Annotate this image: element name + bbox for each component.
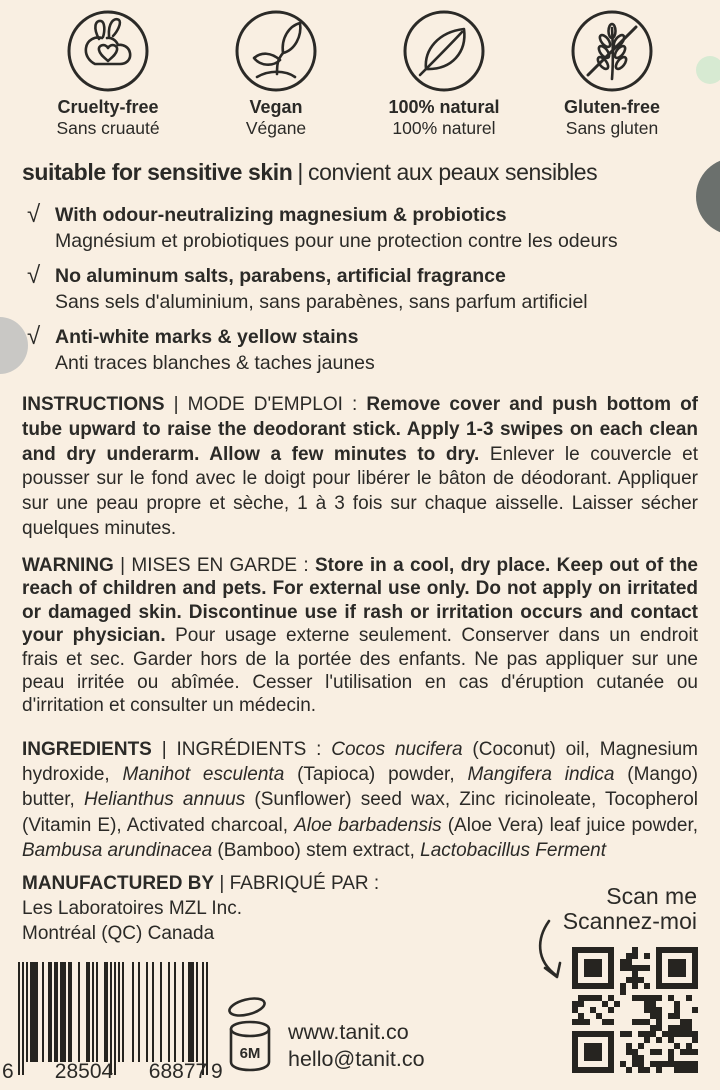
tagline-en: suitable for sensitive skin [22,159,293,185]
badge-label-fr: Sans gluten [565,118,659,138]
badge-label-fr: Sans cruauté [56,118,160,138]
upc-barcode [18,962,208,1075]
manufacturer-block [22,871,379,946]
qr-code [572,947,698,1073]
email-text: hello@tanit.co [288,1046,425,1071]
badge-label-en: Vegan [249,97,303,117]
badge-label-en: Cruelty-free [57,97,159,117]
pao-label: 6M [239,1045,261,1062]
manufacturer-title-en: MANUFACTURED BY [22,873,215,894]
contact-block [288,1019,425,1072]
light-circle-decor [0,317,28,374]
claim-item [27,324,691,376]
warning-paragraph: WARNING | MISES EN GARDE : Store in a cool, dry place. Keep out of the reach of children and pets. For external use only. Do not apply on irritated or damaged skin. Discontinue use if rash or irritation occurs and contact your physician. Pour usage externe seulement. Conserver dans un endroit frais et sec. Garder hors de la portée des enfants. Ne pas appliquer sur une peau irritée ou abîmée. Cesser l'utilisation en cas d'éruption cutanée ou d'irritation et consulter un médecin. [22,555,699,717]
badge-label-en: 100% natural [388,97,500,117]
curved-arrow-icon [533,918,575,986]
claim-fr: Sans sels d'aluminium, sans parabènes, sans parfum artificiel [55,291,588,313]
barcode-digit-last: 9 [211,1060,223,1083]
leaf-icon [401,8,487,94]
claim-fr: Anti traces blanches & taches jaunes [55,352,375,374]
barcode-digits-group1: 28504 [54,1060,114,1083]
tagline-fr: convient aux peaux sensibles [308,159,598,185]
scan-me-block [563,884,697,934]
claim-en: With odour-neutralizing magnesium & probiotics [55,204,507,226]
scan-me-fr: Scannez-moi [562,908,697,934]
claim-item [27,263,691,315]
instructions-paragraph: INSTRUCTIONS | MODE D'EMPLOI : Remove cover and push bottom of tube upward to raise the deodorant stick. Apply 1-3 swipes on each clean and dry underarm. Allow a few minutes to dry. Enlever le couvercle et pousser sur le fond avec le doigt pour libérer le bâton de déodorant. Appliquer sur une peau propre et sèche, 1 à 3 fois sur chaque aisselle. Laisser sécher quelques minutes. [22,394,699,539]
scan-me-en: Scan me [606,883,697,909]
claim-fr: Magnésium et probiotiques pour une protection contre les odeurs [55,230,618,252]
claim-en: No aluminum salts, parabens, artificial fragrance [55,265,506,287]
seedling-icon [233,8,319,94]
manufacturer-title-separator: | [219,873,225,894]
manufacturer-title-fr: FABRIQUÉ PAR : [229,873,380,894]
claim-en: Anti-white marks & yellow stains [55,326,359,348]
badge-vegan [192,8,360,138]
rabbit-heart-icon [65,8,151,94]
dark-circle-decor [696,158,720,235]
manufacturer-title [22,871,379,896]
website-text: www.tanit.co [288,1020,409,1044]
badge-natural [360,8,528,138]
badge-cruelty-free [24,8,192,138]
manufacturer-name: Les Laboratoires MZL Inc. [22,898,243,919]
ingredients-paragraph: INGREDIENTS | INGRÉDIENTS : Cocos nucifera (Coconut) oil, Magnesium hydroxide, Manihot esculenta (Tapioca) powder, Mangifera indica (Mango) butter, Helianthus annuus (Sunflower) seed wax, Zinc ricinoleate, Tocopherol (Vitamin E), Activated charcoal, Aloe barbadensis (Aloe Vera) leaf juice powder, Bambusa arundinacea (Bamboo) stem extract, Lactobacillus Ferment [22,739,699,861]
barcode-digits-group2: 68877 [148,1060,208,1083]
check-icon: √ [27,201,41,228]
badge-gluten-free [528,8,696,138]
check-icon: √ [27,323,41,350]
badge-label-fr: 100% naturel [392,118,496,138]
tagline-separator: | [297,159,303,185]
pao-jar-icon [226,996,274,1074]
badge-label-fr: Végane [245,118,307,138]
wheat-crossed-icon [569,8,655,94]
green-dot-decor [696,56,720,84]
claims-list [27,202,691,385]
check-icon: √ [27,262,41,289]
tagline [22,159,698,186]
certification-badges [24,8,696,138]
manufacturer-city: Montréal (QC) Canada [22,923,215,944]
barcode-digit-first: 6 [2,1060,14,1083]
badge-label-en: Gluten-free [563,97,660,117]
claim-item [27,202,691,254]
